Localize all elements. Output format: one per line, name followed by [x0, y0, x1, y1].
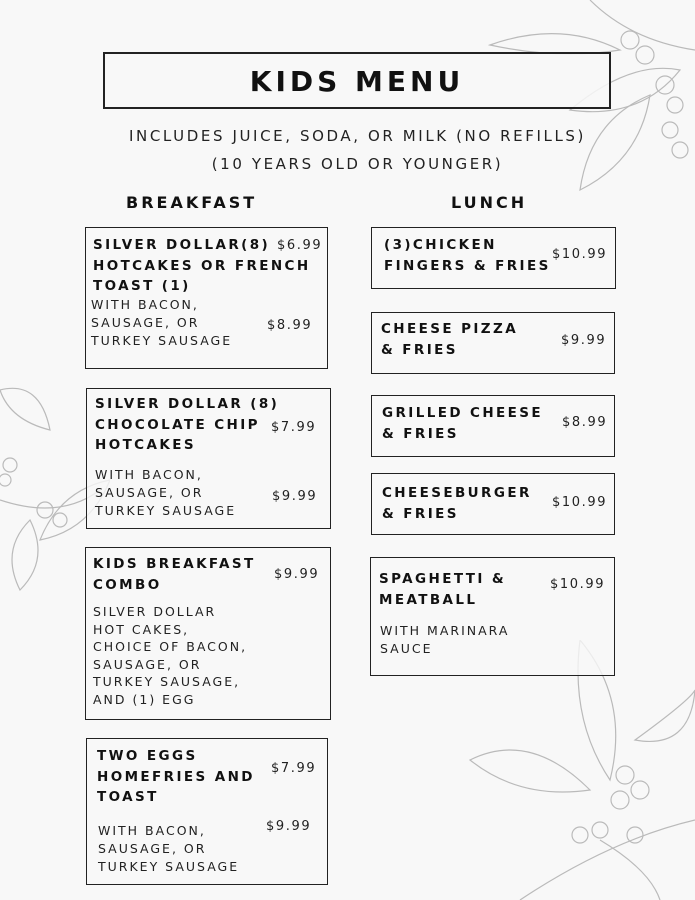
item-desc-line: AND (1) EGG [93, 691, 196, 707]
menu-item-spaghetti-meatball [370, 557, 615, 676]
item-title-line: TOAST [97, 789, 159, 805]
menu-item-two-eggs [86, 738, 328, 885]
item-price: $8.99 [562, 415, 608, 430]
item-title-line: HOMEFRIES AND [97, 768, 255, 785]
item-desc-line: WITH BACON, [98, 823, 206, 838]
menu-item-chocolate-chip-hotcakes [86, 388, 331, 529]
item-title-line: TOAST (1) [93, 278, 191, 294]
item-price: $10.99 [550, 577, 606, 592]
item-desc-line: SAUSAGE, OR [91, 315, 200, 330]
item-addon-price: $9.99 [266, 819, 312, 834]
item-title-line: MEATBALL [379, 591, 478, 608]
menu-item-cheese-pizza [371, 312, 615, 374]
subtitle-age: (10 YEARS OLD OR YOUNGER) [211, 155, 504, 173]
item-title-line: CHOCOLATE CHIP [95, 416, 260, 433]
item-title-line: SILVER DOLLAR(8) [93, 237, 271, 253]
menu-item-cheeseburger [371, 473, 615, 535]
item-desc-line: SILVER DOLLAR [93, 604, 217, 619]
item-price: $9.99 [274, 567, 320, 582]
item-desc-line: WITH BACON, [91, 297, 199, 312]
item-addon-price: $9.99 [272, 489, 318, 504]
item-price: $6.99 [277, 238, 323, 253]
item-desc-line: SAUSAGE, OR [98, 841, 207, 856]
item-price: $10.99 [552, 495, 608, 510]
menu-item-chicken-fingers [371, 227, 616, 289]
item-price: $9.99 [561, 333, 607, 348]
menu-item-silver-dollar-hotcakes [85, 227, 328, 369]
item-desc-line: HOT CAKES, [93, 621, 190, 637]
page-title: KIDS MENU [103, 52, 611, 109]
item-title-line: GRILLED CHEESE [382, 405, 544, 421]
item-desc-line: TURKEY SAUSAGE, [93, 674, 241, 690]
menu-item-kids-breakfast-combo [85, 547, 331, 720]
item-desc-line: SAUSAGE, OR [95, 485, 204, 500]
item-desc-line: WITH BACON, [95, 467, 203, 482]
coffee-branch-bottom-right-icon [460, 640, 695, 900]
item-addon-price: $8.99 [267, 318, 313, 333]
item-title-line: KIDS BREAKFAST [93, 556, 256, 572]
item-title-line: SILVER DOLLAR (8) [95, 396, 280, 412]
item-title-line: & FRIES [382, 505, 459, 522]
item-title-line: (3)CHICKEN [384, 237, 497, 253]
item-title-line: CHEESEBURGER [382, 485, 532, 501]
item-title-line: CHEESE PIZZA [381, 321, 519, 337]
menu-item-grilled-cheese [371, 395, 615, 457]
subtitle-drinks: INCLUDES JUICE, SODA, OR MILK (NO REFILLS) [129, 127, 586, 145]
item-title-line: HOTCAKES OR FRENCH [93, 257, 311, 274]
item-price: $7.99 [271, 420, 317, 435]
item-title-line: TWO EGGS [97, 748, 198, 764]
item-desc-line: TURKEY SAUSAGE [91, 333, 233, 348]
item-desc-line: WITH MARINARA [380, 623, 510, 638]
item-title-line: FINGERS & FRIES [384, 257, 551, 274]
item-title-line: & FRIES [381, 341, 458, 358]
item-price: $10.99 [552, 247, 608, 262]
item-desc-line: SAUCE [380, 641, 433, 656]
item-title-line: SPAGHETTI & [379, 571, 507, 587]
item-price: $7.99 [271, 761, 317, 776]
item-title-line: HOTCAKES [95, 437, 196, 453]
item-desc-line: SAUSAGE, OR [93, 656, 202, 672]
breakfast-heading: BREAKFAST [126, 193, 258, 212]
item-desc-line: CHOICE OF BACON, [93, 639, 248, 655]
item-title-line: & FRIES [382, 425, 459, 442]
item-desc-line: TURKEY SAUSAGE [95, 503, 237, 518]
item-desc-line: TURKEY SAUSAGE [98, 859, 240, 874]
item-title-line: COMBO [93, 576, 162, 593]
lunch-heading: LUNCH [451, 193, 528, 212]
